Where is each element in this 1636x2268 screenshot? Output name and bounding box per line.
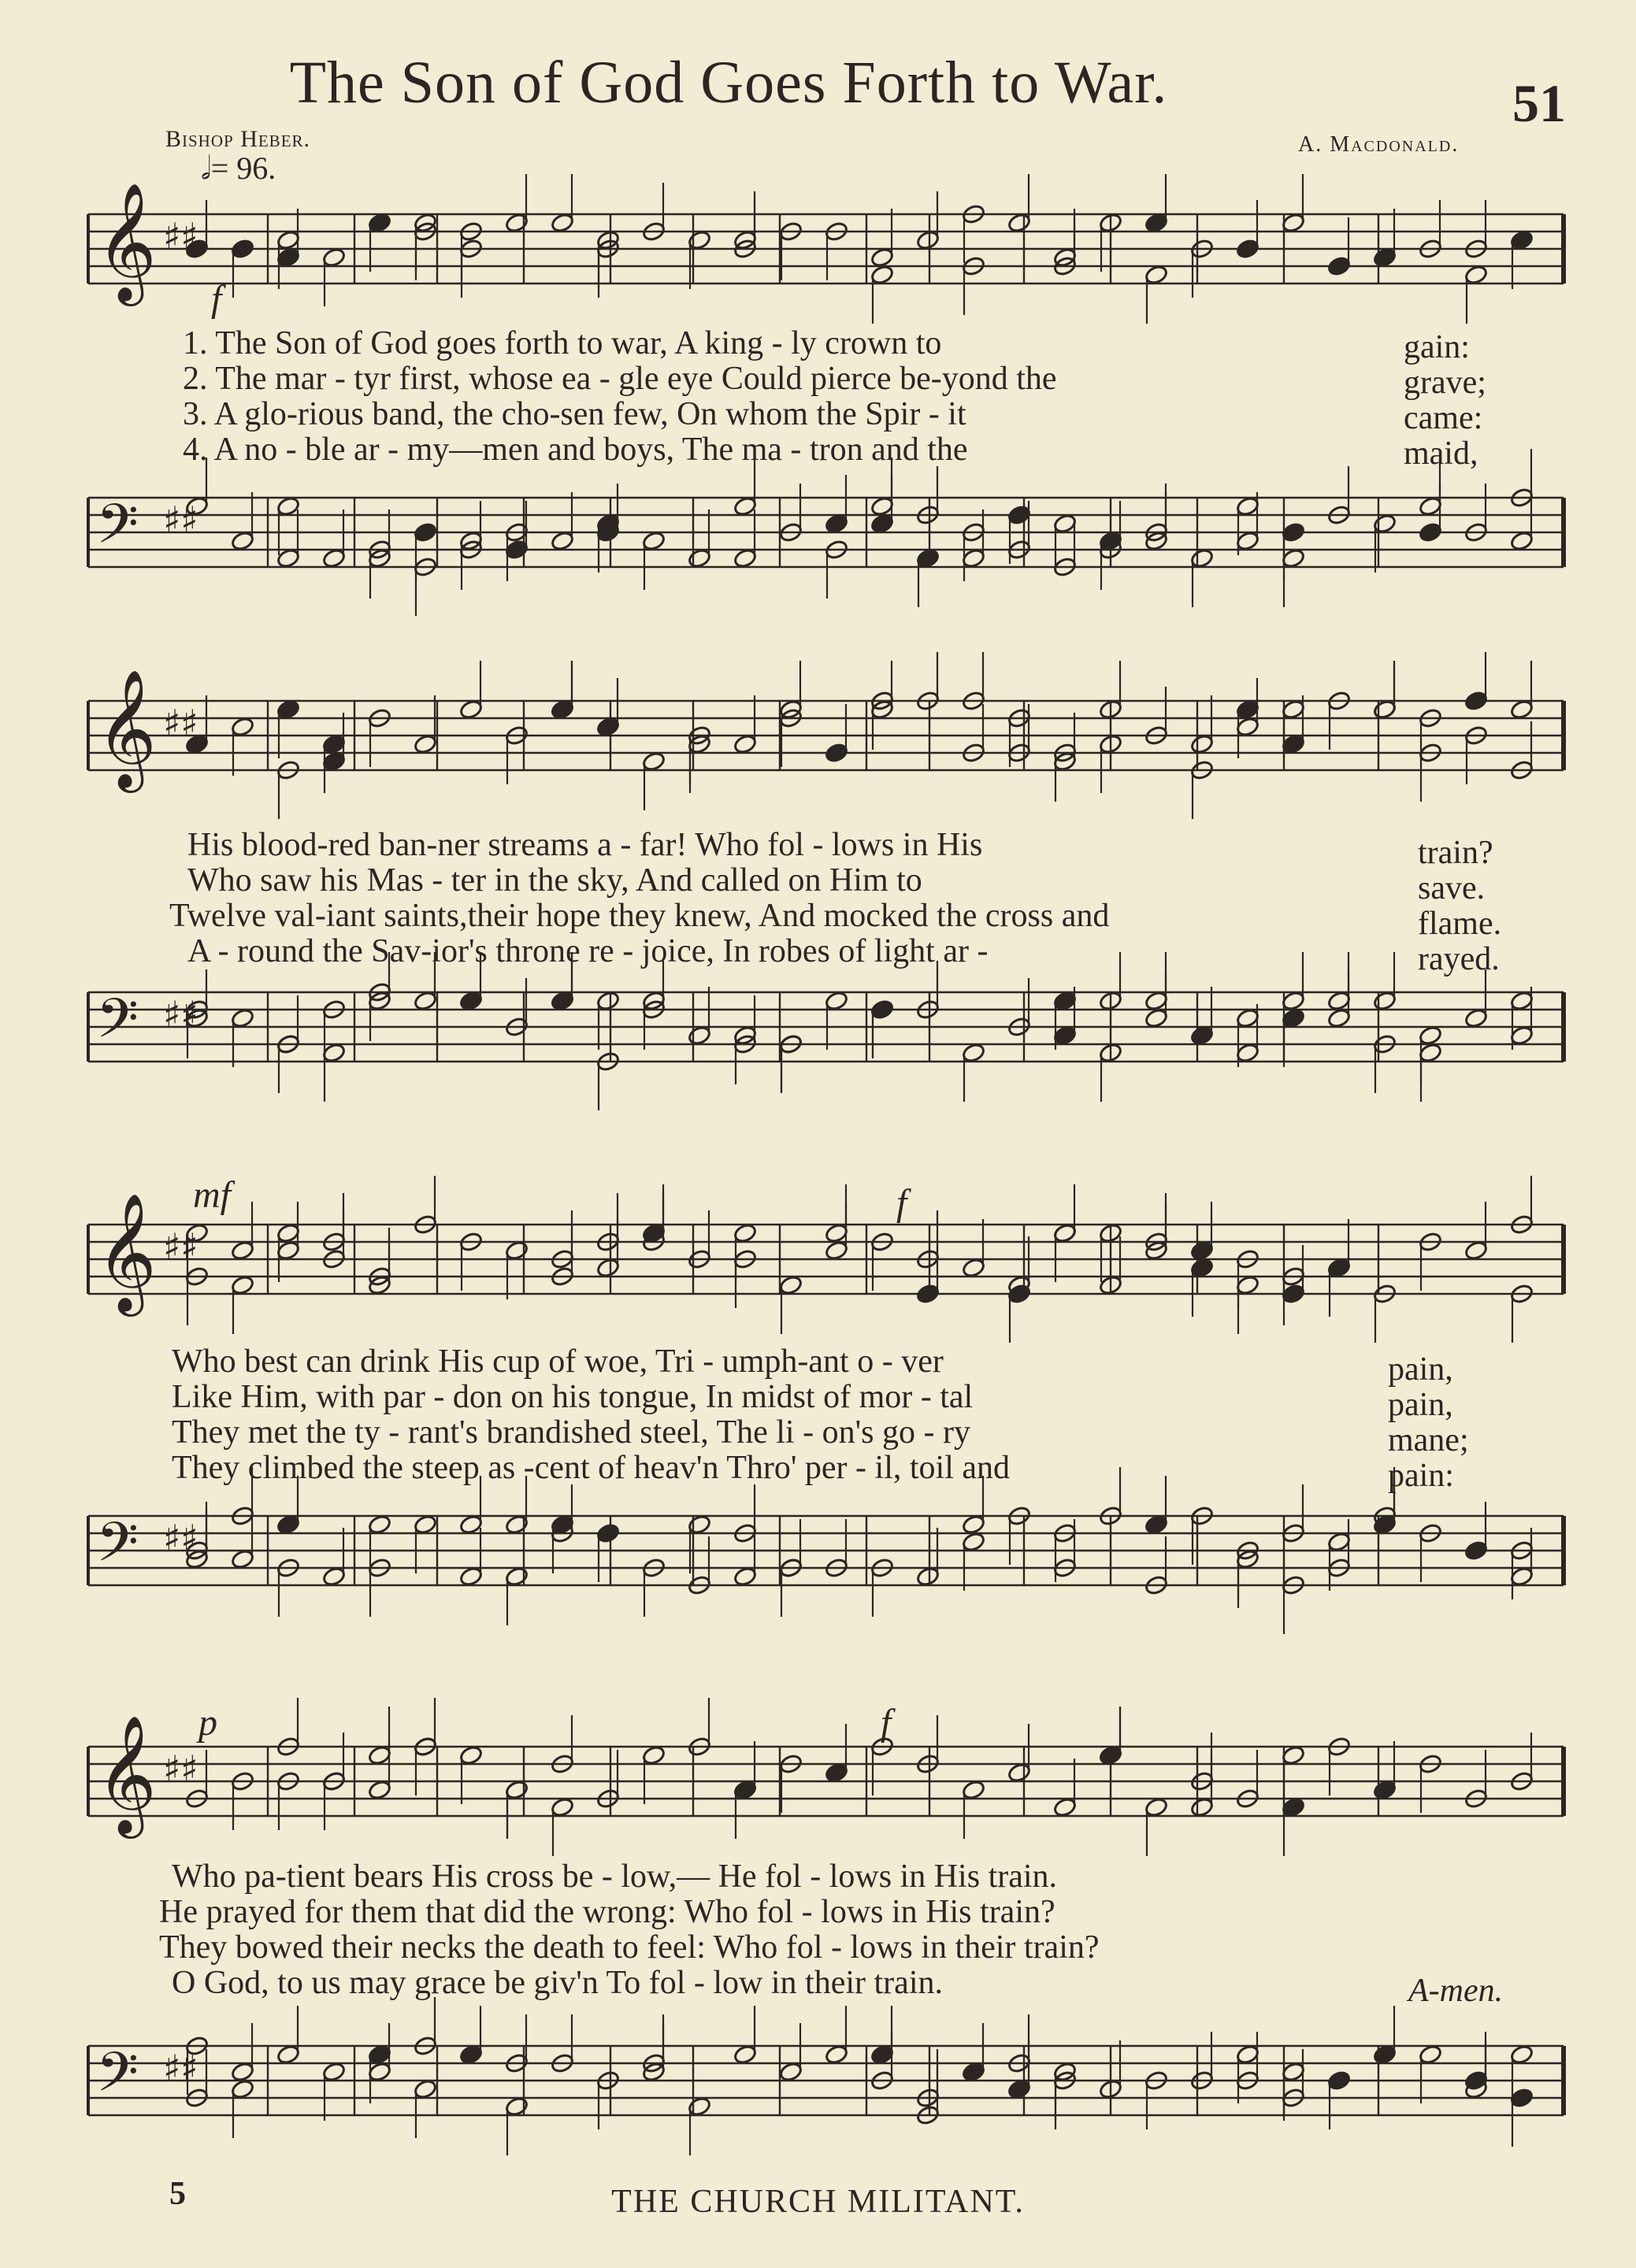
treble-staff — [0, 668, 1636, 795]
amen-text: A-men. — [1408, 1973, 1504, 2009]
signature-mark: 5 — [169, 2176, 186, 2212]
lyric-end: grave; — [1404, 365, 1486, 401]
dynamic-forte: f — [896, 1182, 907, 1224]
key-signature-icon: ♯♯ — [163, 702, 198, 744]
key-signature-icon: ♯♯ — [163, 2047, 198, 2089]
lyric-end: maid, — [1404, 435, 1478, 472]
bass-clef-icon: 𝄢 — [96, 1510, 139, 1588]
treble-staff — [0, 181, 1636, 309]
lyric-end: gain: — [1404, 329, 1470, 365]
lyric-line: They met the ty - rant's brandished steel, The li - on's go - ry — [172, 1414, 970, 1451]
key-signature-icon: ♯♯ — [163, 215, 198, 258]
lyric-line: 3. A glo-rious band, the cho-sen few, On whom the Spir - it — [183, 396, 966, 432]
lyric-end: pain, — [1388, 1351, 1453, 1388]
lyric-end: save. — [1418, 870, 1486, 906]
dynamic-forte: f — [881, 1702, 892, 1744]
lyric-line: O God, to us may grace be giv'n To fol - low in their train. — [172, 1965, 943, 2001]
lyric-line: They bowed their necks the death to feel: Who fol - lows in their train? — [159, 1929, 1100, 1966]
dynamic-forte: f — [211, 278, 222, 320]
bass-staff — [0, 490, 1636, 592]
key-signature-icon: ♯♯ — [163, 498, 198, 541]
bass-clef-icon: 𝄢 — [96, 491, 139, 569]
author: Bishop Heber. — [165, 126, 311, 152]
hymn-title: The Son of God Goes Forth to War. — [289, 50, 1168, 116]
lyric-line: 1. The Son of God goes forth to war, A king - ly crown to — [183, 325, 942, 361]
treble-clef-icon: 𝄞 — [96, 181, 157, 302]
tempo-mark: 𝅗𝅥= 96. — [201, 150, 276, 186]
lyric-end: pain, — [1388, 1387, 1453, 1423]
lyric-end: rayed. — [1418, 941, 1500, 977]
lyric-end: flame. — [1418, 906, 1502, 942]
lyric-end: train? — [1418, 835, 1493, 871]
key-signature-icon: ♯♯ — [163, 1747, 198, 1790]
dynamic-piano: p — [198, 1702, 217, 1744]
lyric-end: mane; — [1388, 1422, 1469, 1458]
lyric-end: came: — [1404, 400, 1483, 436]
lyric-line: A - round the Sav-ior's throne re - joice, In robes of light ar - — [187, 933, 989, 969]
lyric-line: Like Him, with par - don on his tongue, In midst of mor - tal — [172, 1379, 974, 1415]
lyric-line: He prayed for them that did the wrong: Who fol - lows in His train? — [159, 1894, 1055, 1930]
lyric-line: 2. The mar - tyr first, whose ea - gle eye Could pierce be-yond the — [183, 361, 1057, 397]
lyric-end: pain: — [1388, 1458, 1454, 1494]
treble-clef-icon: 𝄞 — [96, 1714, 157, 1834]
half-note-icon: 𝅗𝅥 — [201, 150, 211, 186]
lyric-line: Who saw his Mas - ter in the sky, And called on Him to — [187, 862, 922, 899]
lyric-line: 4. A no - ble ar - my—men and boys, The ma - tron and the — [183, 432, 968, 468]
treble-clef-icon: 𝄞 — [96, 668, 157, 788]
bass-staff — [0, 984, 1636, 1087]
treble-clef-icon: 𝄞 — [96, 1191, 157, 1312]
lyric-line: Who pa-tient bears His cross be - low,— He fol - lows in His train. — [172, 1858, 1058, 1895]
bass-staff — [0, 1508, 1636, 1610]
running-footer: THE CHURCH MILITANT. — [611, 2184, 1025, 2220]
bass-staff — [0, 2038, 1636, 2140]
key-signature-icon: ♯♯ — [163, 993, 198, 1036]
lyric-line: Who best can drink His cup of woe, Tri - umph-ant o - ver — [172, 1343, 944, 1380]
bass-clef-icon: 𝄢 — [96, 2040, 139, 2118]
key-signature-icon: ♯♯ — [163, 1225, 198, 1268]
key-signature-icon: ♯♯ — [163, 1517, 198, 1559]
dynamic-mezzo-forte: mf — [193, 1174, 231, 1216]
treble-staff — [0, 1714, 1636, 1841]
bass-clef-icon: 𝄢 — [96, 986, 139, 1064]
page-number: 51 — [1512, 73, 1566, 133]
composer: A. Macdonald. — [1298, 132, 1460, 157]
lyric-line: They climbed the steep as -cent of heav'n Thro' per - il, toil and — [172, 1450, 1011, 1486]
lyric-line: His blood-red ban-ner streams a - far! Who fol - lows in His — [187, 827, 983, 863]
lyric-line: Twelve val-iant saints,their hope they knew, And mocked the cross and — [169, 898, 1110, 934]
